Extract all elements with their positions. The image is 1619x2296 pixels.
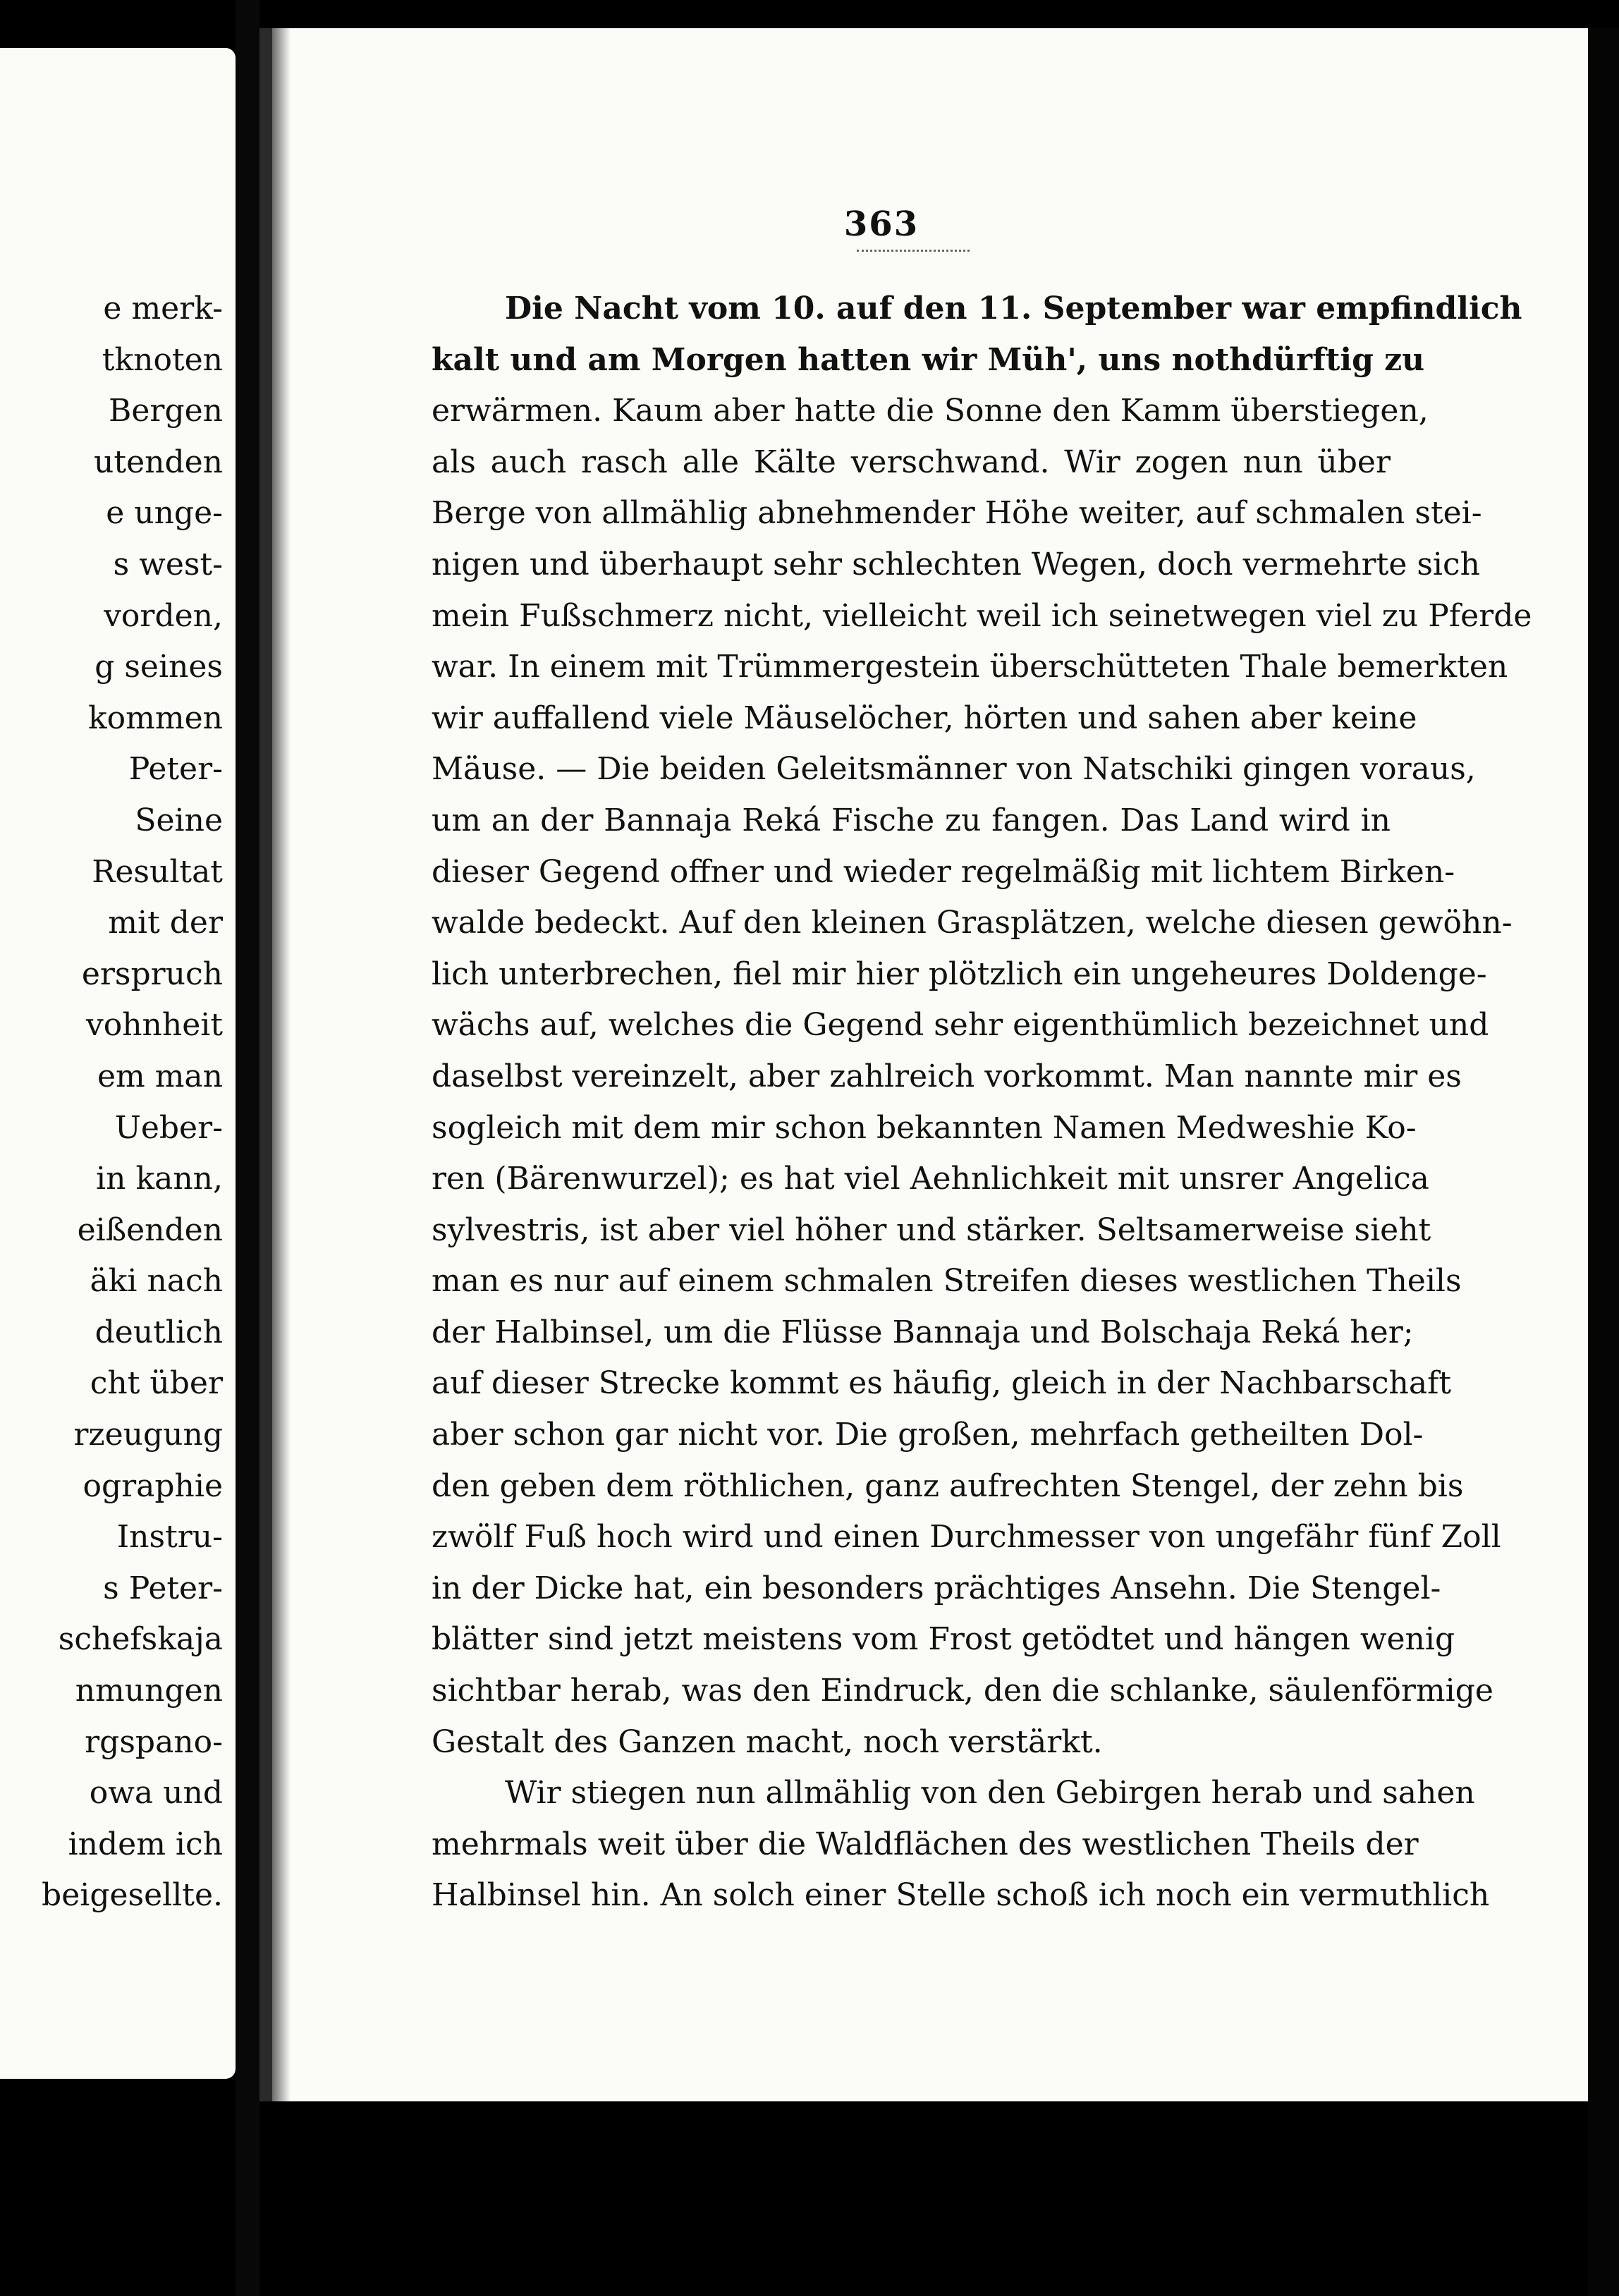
text-line: sichtbar herab, was den Eindruck, den die schlanke, säulenförmige (432, 1673, 1493, 1709)
left-line: e unge- (106, 495, 223, 532)
left-line: kommen (88, 700, 223, 736)
text-line: war. In einem mit Trümmergestein überschütteten Thale bemerkten (432, 649, 1508, 685)
left-line: utenden (94, 444, 223, 480)
left-line: Seine (135, 802, 223, 838)
left-line: schefskaja (58, 1621, 223, 1658)
left-line: vorden, (104, 597, 223, 634)
body-text (432, 283, 1532, 1922)
left-line: vohnheit (85, 1007, 223, 1044)
text-line: kalt und am Morgen hatten wir Müh', uns nothdürftig zu (432, 341, 1425, 378)
left-line: rzeugung (73, 1417, 223, 1453)
left-line: indem ich (68, 1826, 223, 1862)
left-line: erspruch (81, 955, 223, 992)
left-line: rgspano- (85, 1723, 223, 1760)
text-line: mehrmals weit über die Waldflächen des westlichen Theils der (432, 1826, 1419, 1862)
left-line: deutlich (94, 1314, 223, 1350)
left-line: cht über (90, 1365, 223, 1402)
text-line: Berge von allmählig abnehmender Höhe weiter, auf schmalen stei- (432, 495, 1482, 532)
left-line: tknoten (102, 341, 223, 378)
text-line: der Halbinsel, um die Flüsse Bannaja und Bolschaja Reká her; (432, 1314, 1414, 1350)
left-line: Peter- (128, 751, 223, 788)
text-line: walde bedeckt. Auf den kleinen Grasplätzen, welche diesen gewöhn- (432, 905, 1513, 941)
text-line: um an der Bannaja Reká Fische zu fangen. Das Land wird in (432, 802, 1391, 838)
text-line: sogleich mit dem mir schon bekannten Namen Medweshie Ko- (432, 1109, 1417, 1146)
left-line: beigesellte. (42, 1877, 223, 1914)
left-line: eißenden (77, 1211, 223, 1248)
page-fold-shadow (272, 28, 291, 2101)
left-line: em man (97, 1058, 223, 1094)
left-line: nmungen (75, 1673, 223, 1709)
text-line: als auch rasch alle Kälte verschwand. Wir zogen nun über (432, 444, 1391, 480)
left-line: s west- (113, 546, 223, 582)
left-line: g seines (94, 649, 223, 685)
left-page-text (0, 283, 223, 1922)
page-number-rule (857, 250, 970, 252)
text-line: sylvestris, ist aber viel höher und stärker. Seltsamerweise sieht (432, 1211, 1431, 1248)
text-line: wächs auf, welches die Gegend sehr eigenthümlich bezeichnet und (432, 1007, 1489, 1044)
left-line: s Peter- (103, 1570, 223, 1606)
scan-border (1588, 28, 1619, 2296)
text-line: blätter sind jetzt meistens vom Frost getödtet und hängen wenig (432, 1621, 1455, 1658)
left-line: owa und (89, 1775, 223, 1812)
text-line: aber schon gar nicht vor. Die großen, mehrfach getheilten Dol- (432, 1417, 1424, 1453)
text-line: ren (Bärenwurzel); es hat viel Aehnlichkeit mit unsrer Angelica (432, 1161, 1429, 1197)
text-line: Wir stiegen nun allmählig von den Gebirgen herab und sahen (505, 1775, 1475, 1812)
text-line: wir auffallend viele Mäuselöcher, hörten und sahen aber keine (432, 700, 1417, 736)
text-line: man es nur auf einem schmalen Streifen dieses westlichen Theils (432, 1263, 1462, 1300)
left-line: ographie (83, 1467, 223, 1504)
text-line: lich unterbrechen, fiel mir hier plötzlich ein ungeheures Doldenge- (432, 955, 1487, 992)
text-line: dieser Gegend offner und wieder regelmäßig mit lichtem Birken- (432, 853, 1455, 890)
text-line: Mäuse. — Die beiden Geleitsmänner von Natschiki gingen voraus, (432, 751, 1476, 788)
left-line: in kann, (96, 1161, 223, 1197)
text-line: nigen und überhaupt sehr schlechten Wegen, doch vermehrte sich (432, 546, 1480, 582)
text-line: den geben dem röthlichen, ganz aufrechten Stengel, der zehn bis (432, 1467, 1464, 1504)
page-number: 363 (843, 204, 920, 244)
text-line: mein Fußschmerz nicht, vielleicht weil ich seinetwegen viel zu Pferde (432, 597, 1532, 634)
text-line: daselbst vereinzelt, aber zahlreich vorkommt. Man nannte mir es (432, 1058, 1462, 1094)
left-line: Bergen (109, 393, 223, 429)
text-line: in der Dicke hat, ein besonders prächtiges Ansehn. Die Stengel- (432, 1570, 1441, 1606)
left-line: mit der (108, 905, 223, 941)
text-line: Gestalt des Ganzen macht, noch verstärkt. (432, 1723, 1103, 1760)
left-line: Instru- (116, 1519, 223, 1556)
text-line: erwärmen. Kaum aber hatte die Sonne den Kamm überstiegen, (432, 393, 1429, 429)
left-line: Ueber- (114, 1109, 223, 1146)
left-line: äki nach (90, 1263, 223, 1300)
text-line: zwölf Fuß hoch wird und einen Durchmesser von ungefähr fünf Zoll (432, 1519, 1501, 1556)
left-line: Resultat (92, 853, 223, 890)
text-line: Halbinsel hin. An solch einer Stelle schoß ich noch ein vermuthlich (432, 1877, 1490, 1914)
book-gutter (236, 0, 259, 2296)
text-line: auf dieser Strecke kommt es häufig, gleich in der Nachbarschaft (432, 1365, 1452, 1402)
text-line: Die Nacht vom 10. auf den 11. September war empfindlich (505, 291, 1522, 326)
left-line: e merk- (103, 291, 223, 326)
